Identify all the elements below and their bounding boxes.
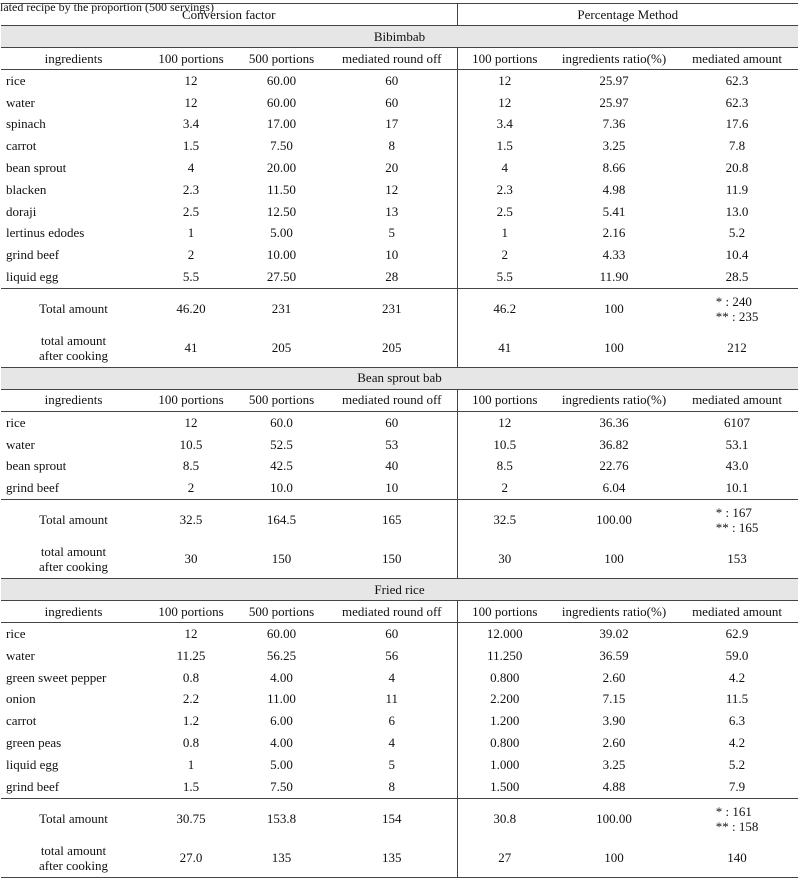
table-cell: 7.15	[602, 691, 626, 707]
total-cell: 100.00	[552, 500, 676, 541]
table-cell: 12	[184, 72, 198, 88]
table-row	[1, 201, 798, 223]
total-cell: 154	[327, 798, 457, 839]
table-cell: 60	[385, 414, 399, 430]
table-cell: 12.50	[266, 203, 297, 219]
ingredient-name: carrot	[6, 713, 37, 729]
table-cell: 1	[187, 756, 195, 772]
table-cell: 40	[385, 458, 399, 474]
mediated-value-2: ** : 235	[715, 308, 759, 324]
ingredient-name: water	[6, 436, 35, 452]
table-row	[1, 114, 798, 136]
table-cell: 8	[388, 778, 395, 794]
total-cell: 231	[327, 288, 457, 329]
table-cell: 62.3	[725, 72, 749, 88]
ingredient-name: water	[6, 94, 35, 110]
table-cell: 5.5	[457, 266, 552, 288]
after-cooking-label-line2: after cooking	[39, 857, 108, 873]
table-cell: 60	[385, 626, 399, 642]
after-cooking-label	[1, 839, 146, 878]
table-cell: 5	[388, 756, 395, 772]
table-cell: 10.5	[179, 436, 203, 452]
after-cooking-cell: 205	[382, 339, 402, 355]
table-cell: 6.3	[728, 713, 746, 729]
column-header: mediated amount	[676, 601, 798, 623]
table-cell: 27.50	[266, 269, 297, 285]
after-cooking-label-line2: after cooking	[39, 559, 108, 575]
table-cell: 4.98	[602, 181, 626, 197]
total-cell: 231	[236, 288, 327, 329]
column-header-row	[1, 601, 798, 623]
table-cell: 39.02	[599, 626, 629, 642]
table-cell: 4	[388, 669, 395, 685]
table-cell: 1.5	[457, 135, 552, 157]
table-cell: 62.9	[725, 626, 749, 642]
table-row	[1, 70, 798, 92]
column-header: 500 portions	[236, 389, 327, 411]
after-cooking-cell: 205	[271, 339, 292, 355]
table-cell: 2.16	[602, 225, 626, 241]
ingredient-name: carrot	[6, 138, 37, 154]
ingredient-name: green peas	[6, 735, 62, 751]
table-cell: 4.00	[270, 735, 293, 751]
after-cooking-label-line1: total amount	[40, 544, 107, 560]
table-cell: 6	[388, 713, 395, 729]
column-header: ingredients ratio(%)	[552, 48, 676, 70]
table-cell: 6.04	[602, 480, 626, 496]
after-cooking-cell: 30	[457, 540, 552, 579]
column-header: 100 portions	[146, 48, 236, 70]
after-cooking-row	[1, 839, 798, 878]
table-cell: 10	[385, 247, 399, 263]
mediated-value-2: ** : 158	[715, 818, 759, 834]
mediated-value-2: ** : 165	[715, 520, 759, 536]
table-cell: 10.5	[457, 434, 552, 456]
table-cell: 3.4	[182, 116, 200, 132]
section-header-row	[1, 579, 798, 601]
table-cell: 0.8	[182, 669, 200, 685]
section-title: Bean sprout bab	[1, 367, 798, 389]
table-row	[1, 434, 798, 456]
ingredient-name: grind beef	[6, 778, 60, 794]
table-cell: 25.97	[599, 72, 629, 88]
recipe-conversion-table	[1, 3, 798, 878]
table-cell: 20.00	[266, 160, 297, 176]
table-cell: 12	[457, 411, 552, 433]
total-label: Total amount	[1, 288, 146, 329]
column-header: ingredients	[1, 389, 146, 411]
table-cell: 10.00	[266, 247, 297, 263]
column-header: ingredients ratio(%)	[552, 389, 676, 411]
total-row	[1, 288, 798, 329]
table-cell: 60	[385, 94, 399, 110]
table-cell: 10.1	[725, 480, 749, 496]
total-cell: 32.5	[146, 500, 236, 541]
table-cell: 1.5	[182, 138, 200, 154]
table-caption: lated recipe by the proportion (500 servings)	[0, 0, 214, 14]
table-cell: 2	[457, 477, 552, 499]
column-header-row	[1, 48, 798, 70]
table-cell: 53.1	[725, 436, 749, 452]
table-cell: 20.8	[725, 160, 749, 176]
column-header: 100 portions	[146, 601, 236, 623]
section-title: Bibimbab	[1, 26, 798, 48]
table-cell: 5.5	[182, 269, 200, 285]
table-row	[1, 776, 798, 798]
table-cell: 28.5	[725, 269, 749, 285]
after-cooking-cell: 135	[236, 839, 327, 878]
column-header: ingredients	[1, 601, 146, 623]
table-row	[1, 710, 798, 732]
table-cell: 11.00	[267, 691, 296, 707]
table-cell: 2.200	[457, 689, 552, 711]
table-cell: 10	[385, 480, 399, 496]
ingredient-name: rice	[6, 72, 26, 88]
after-cooking-cell: 150	[382, 551, 402, 567]
table-cell: 5	[388, 225, 395, 241]
after-cooking-cell: 153	[727, 551, 747, 567]
table-cell: 11.90	[599, 269, 629, 285]
after-cooking-cell: 41	[457, 329, 552, 368]
total-mediated-amount	[676, 798, 798, 839]
ingredient-name: rice	[6, 414, 26, 430]
table-cell: 11.5	[725, 691, 749, 707]
column-header: mediated round off	[327, 601, 457, 623]
table-cell: 2	[187, 247, 195, 263]
mediated-value-1: * : 240	[715, 293, 752, 309]
after-cooking-label	[1, 329, 146, 368]
table-cell: 8.66	[602, 160, 626, 176]
table-row	[1, 179, 798, 201]
after-cooking-cell: 100	[604, 551, 624, 567]
table-cell: 2.3	[182, 181, 200, 197]
table-cell: 4	[457, 157, 552, 179]
table-row	[1, 623, 798, 645]
table-cell: 5.2	[728, 756, 746, 772]
table-cell: 1.2	[182, 713, 200, 729]
table-cell: 43.0	[725, 458, 749, 474]
after-cooking-cell: 41	[184, 339, 198, 355]
table-cell: 36.59	[599, 647, 629, 663]
after-cooking-cell: 30	[184, 551, 198, 567]
table-cell: 1	[187, 225, 195, 241]
after-cooking-cell: 27.0	[146, 839, 236, 878]
table-cell: 56.25	[266, 647, 297, 663]
after-cooking-label-line1: total amount	[40, 332, 107, 348]
table-cell: 8.5	[457, 456, 552, 478]
ingredient-name: liquid egg	[6, 756, 59, 772]
table-cell: 36.82	[599, 436, 629, 452]
total-row	[1, 500, 798, 541]
table-cell: 4.00	[270, 669, 293, 685]
table-cell: 56	[385, 647, 399, 663]
header-conversion-factor: Conversion factor	[1, 4, 457, 26]
table-cell: 12	[385, 181, 399, 197]
table-cell: 62.3	[725, 94, 749, 110]
table-cell: 12	[184, 626, 198, 642]
section-header-row	[1, 26, 798, 48]
after-cooking-cell: 100	[604, 339, 624, 355]
table-cell: 25.97	[599, 94, 629, 110]
table-cell: 10.4	[725, 247, 749, 263]
ingredient-name: grind beef	[6, 480, 60, 496]
table-row	[1, 92, 798, 114]
column-header: 500 portions	[236, 48, 327, 70]
total-cell: 100.00	[552, 798, 676, 839]
total-cell: 100	[552, 288, 676, 329]
total-cell: 30.75	[146, 798, 236, 839]
table-cell: 4.88	[602, 778, 626, 794]
table-cell: 7.50	[270, 138, 293, 154]
column-header: 100 portions	[457, 389, 552, 411]
table-cell: 59.0	[725, 647, 749, 663]
after-cooking-label-line1: total amount	[40, 842, 107, 858]
total-cell: 153.8	[236, 798, 327, 839]
table-cell: 42.5	[270, 458, 293, 474]
after-cooking-row	[1, 540, 798, 579]
table-cell: 8	[388, 138, 395, 154]
after-cooking-cell: 135	[327, 839, 457, 878]
header-percentage-method: Percentage Method	[457, 4, 798, 26]
ingredient-name: onion	[6, 691, 36, 707]
mediated-values	[716, 294, 759, 324]
table-cell: 2.5	[457, 201, 552, 223]
column-header: mediated round off	[327, 389, 457, 411]
total-label: Total amount	[1, 500, 146, 541]
after-cooking-cell: 140	[676, 839, 798, 878]
table-cell: 52.5	[270, 436, 293, 452]
total-cell: 46.20	[146, 288, 236, 329]
table-row	[1, 266, 798, 288]
ingredient-name: bean sprout	[6, 458, 67, 474]
table-cell: 2.3	[457, 179, 552, 201]
after-cooking-cell: 27	[457, 839, 552, 878]
after-cooking-cell: 150	[271, 551, 292, 567]
table-cell: 12	[184, 414, 198, 430]
table-cell: 6.00	[270, 713, 293, 729]
column-header: 100 portions	[146, 389, 236, 411]
table-cell: 17	[385, 116, 399, 132]
mediated-value-1: * : 167	[715, 505, 752, 521]
ingredient-name: blacken	[6, 181, 47, 197]
table-cell: 2.5	[182, 203, 200, 219]
total-mediated-amount	[676, 500, 798, 541]
table-cell: 0.800	[457, 667, 552, 689]
column-header: mediated round off	[327, 48, 457, 70]
group-header-row	[1, 4, 798, 26]
table-cell: 4	[187, 160, 195, 176]
ingredient-name: lertinus edodes	[6, 225, 85, 241]
table-cell: 8.5	[182, 458, 200, 474]
mediated-values	[716, 804, 759, 834]
table-cell: 3.4	[457, 114, 552, 136]
ingredient-name: liquid egg	[6, 269, 59, 285]
after-cooking-cell: 100	[552, 839, 676, 878]
table-cell: 13	[385, 203, 399, 219]
table-cell: 4	[388, 735, 395, 751]
table-cell: 13.0	[725, 203, 749, 219]
table-row	[1, 223, 798, 245]
table-cell: 11.25	[176, 647, 206, 663]
table-cell: 1	[457, 223, 552, 245]
after-cooking-row	[1, 329, 798, 368]
after-cooking-label	[1, 540, 146, 579]
table-cell: 17.00	[266, 116, 297, 132]
table-cell: 11.50	[267, 181, 296, 197]
table-row	[1, 456, 798, 478]
table-cell: 5.00	[270, 225, 293, 241]
table-cell: 17.6	[725, 116, 749, 132]
total-cell: 164.5	[236, 500, 327, 541]
table-cell: 3.90	[602, 713, 626, 729]
table-row	[1, 135, 798, 157]
table-cell: 0.800	[457, 732, 552, 754]
total-cell: 32.5	[457, 500, 552, 541]
table-row	[1, 411, 798, 433]
total-cell: 30.8	[457, 798, 552, 839]
table-row	[1, 244, 798, 266]
table-cell: 4.33	[602, 247, 626, 263]
table-cell: 53	[385, 436, 399, 452]
total-mediated-amount	[676, 288, 798, 329]
ingredient-name: bean sprout	[6, 160, 67, 176]
column-header: ingredients ratio(%)	[552, 601, 676, 623]
table-cell: 2.60	[602, 735, 626, 751]
table-row	[1, 732, 798, 754]
table-row	[1, 157, 798, 179]
table-cell: 12.000	[457, 623, 552, 645]
column-header: 100 portions	[457, 48, 552, 70]
table-cell: 4.2	[728, 669, 746, 685]
table-cell: 2.2	[182, 691, 200, 707]
table-cell: 7.36	[602, 116, 626, 132]
column-header-row	[1, 389, 798, 411]
total-label: Total amount	[1, 798, 146, 839]
column-header: 500 portions	[236, 601, 327, 623]
mediated-values	[716, 505, 759, 535]
total-cell: 46.2	[457, 288, 552, 329]
table-cell: 5.2	[728, 225, 746, 241]
table-cell: 7.50	[270, 778, 293, 794]
table-cell: 0.8	[182, 735, 200, 751]
table-cell: 3.25	[602, 138, 626, 154]
table-cell: 5.00	[270, 756, 293, 772]
table-row	[1, 645, 798, 667]
column-header: ingredients	[1, 48, 146, 70]
table-cell: 1.000	[457, 754, 552, 776]
table-cell: 6107	[724, 414, 751, 430]
table-cell: 12	[457, 70, 552, 92]
table-cell: 60.0	[270, 414, 293, 430]
ingredient-name: green sweet pepper	[6, 669, 107, 685]
section-header-row	[1, 367, 798, 389]
mediated-value-1: * : 161	[715, 803, 752, 819]
table-cell: 28	[385, 269, 399, 285]
table-row	[1, 689, 798, 711]
ingredient-name: rice	[6, 626, 26, 642]
table-cell: 36.36	[599, 414, 629, 430]
table-cell: 11.250	[457, 645, 552, 667]
ingredient-name: grind beef	[6, 247, 60, 263]
table-cell: 2	[187, 480, 195, 496]
table-cell: 60.00	[266, 94, 297, 110]
table-cell: 1.500	[457, 776, 552, 798]
table-cell: 60.00	[266, 72, 297, 88]
ingredient-name: doraji	[6, 203, 37, 219]
table-cell: 2	[457, 244, 552, 266]
table-cell: 20	[385, 160, 399, 176]
column-header: mediated amount	[676, 48, 798, 70]
table-cell: 1.5	[182, 778, 200, 794]
total-cell: 165	[327, 500, 457, 541]
table-row	[1, 477, 798, 499]
ingredient-name: spinach	[6, 116, 46, 132]
table-cell: 4.2	[728, 735, 746, 751]
table-cell: 12	[184, 94, 198, 110]
total-row	[1, 798, 798, 839]
table-row	[1, 667, 798, 689]
table-cell: 11.9	[725, 181, 749, 197]
table-cell: 7.8	[728, 138, 746, 154]
table-cell: 11	[385, 691, 399, 707]
table-cell: 22.76	[599, 458, 629, 474]
ingredient-name: water	[6, 647, 35, 663]
table-cell: 7.9	[728, 778, 746, 794]
after-cooking-label-line2: after cooking	[39, 347, 108, 363]
table-row	[1, 754, 798, 776]
table-cell: 60.00	[266, 626, 297, 642]
after-cooking-cell: 212	[727, 339, 747, 355]
section-title: Fried rice	[1, 579, 798, 601]
table-cell: 3.25	[602, 756, 626, 772]
table-cell: 10.0	[270, 480, 293, 496]
table-cell: 1.200	[457, 710, 552, 732]
table-cell: 60	[385, 72, 399, 88]
table-cell: 2.60	[602, 669, 626, 685]
column-header: mediated amount	[676, 389, 798, 411]
column-header: 100 portions	[457, 601, 552, 623]
table-cell: 5.41	[602, 203, 626, 219]
table-cell: 12	[457, 92, 552, 114]
